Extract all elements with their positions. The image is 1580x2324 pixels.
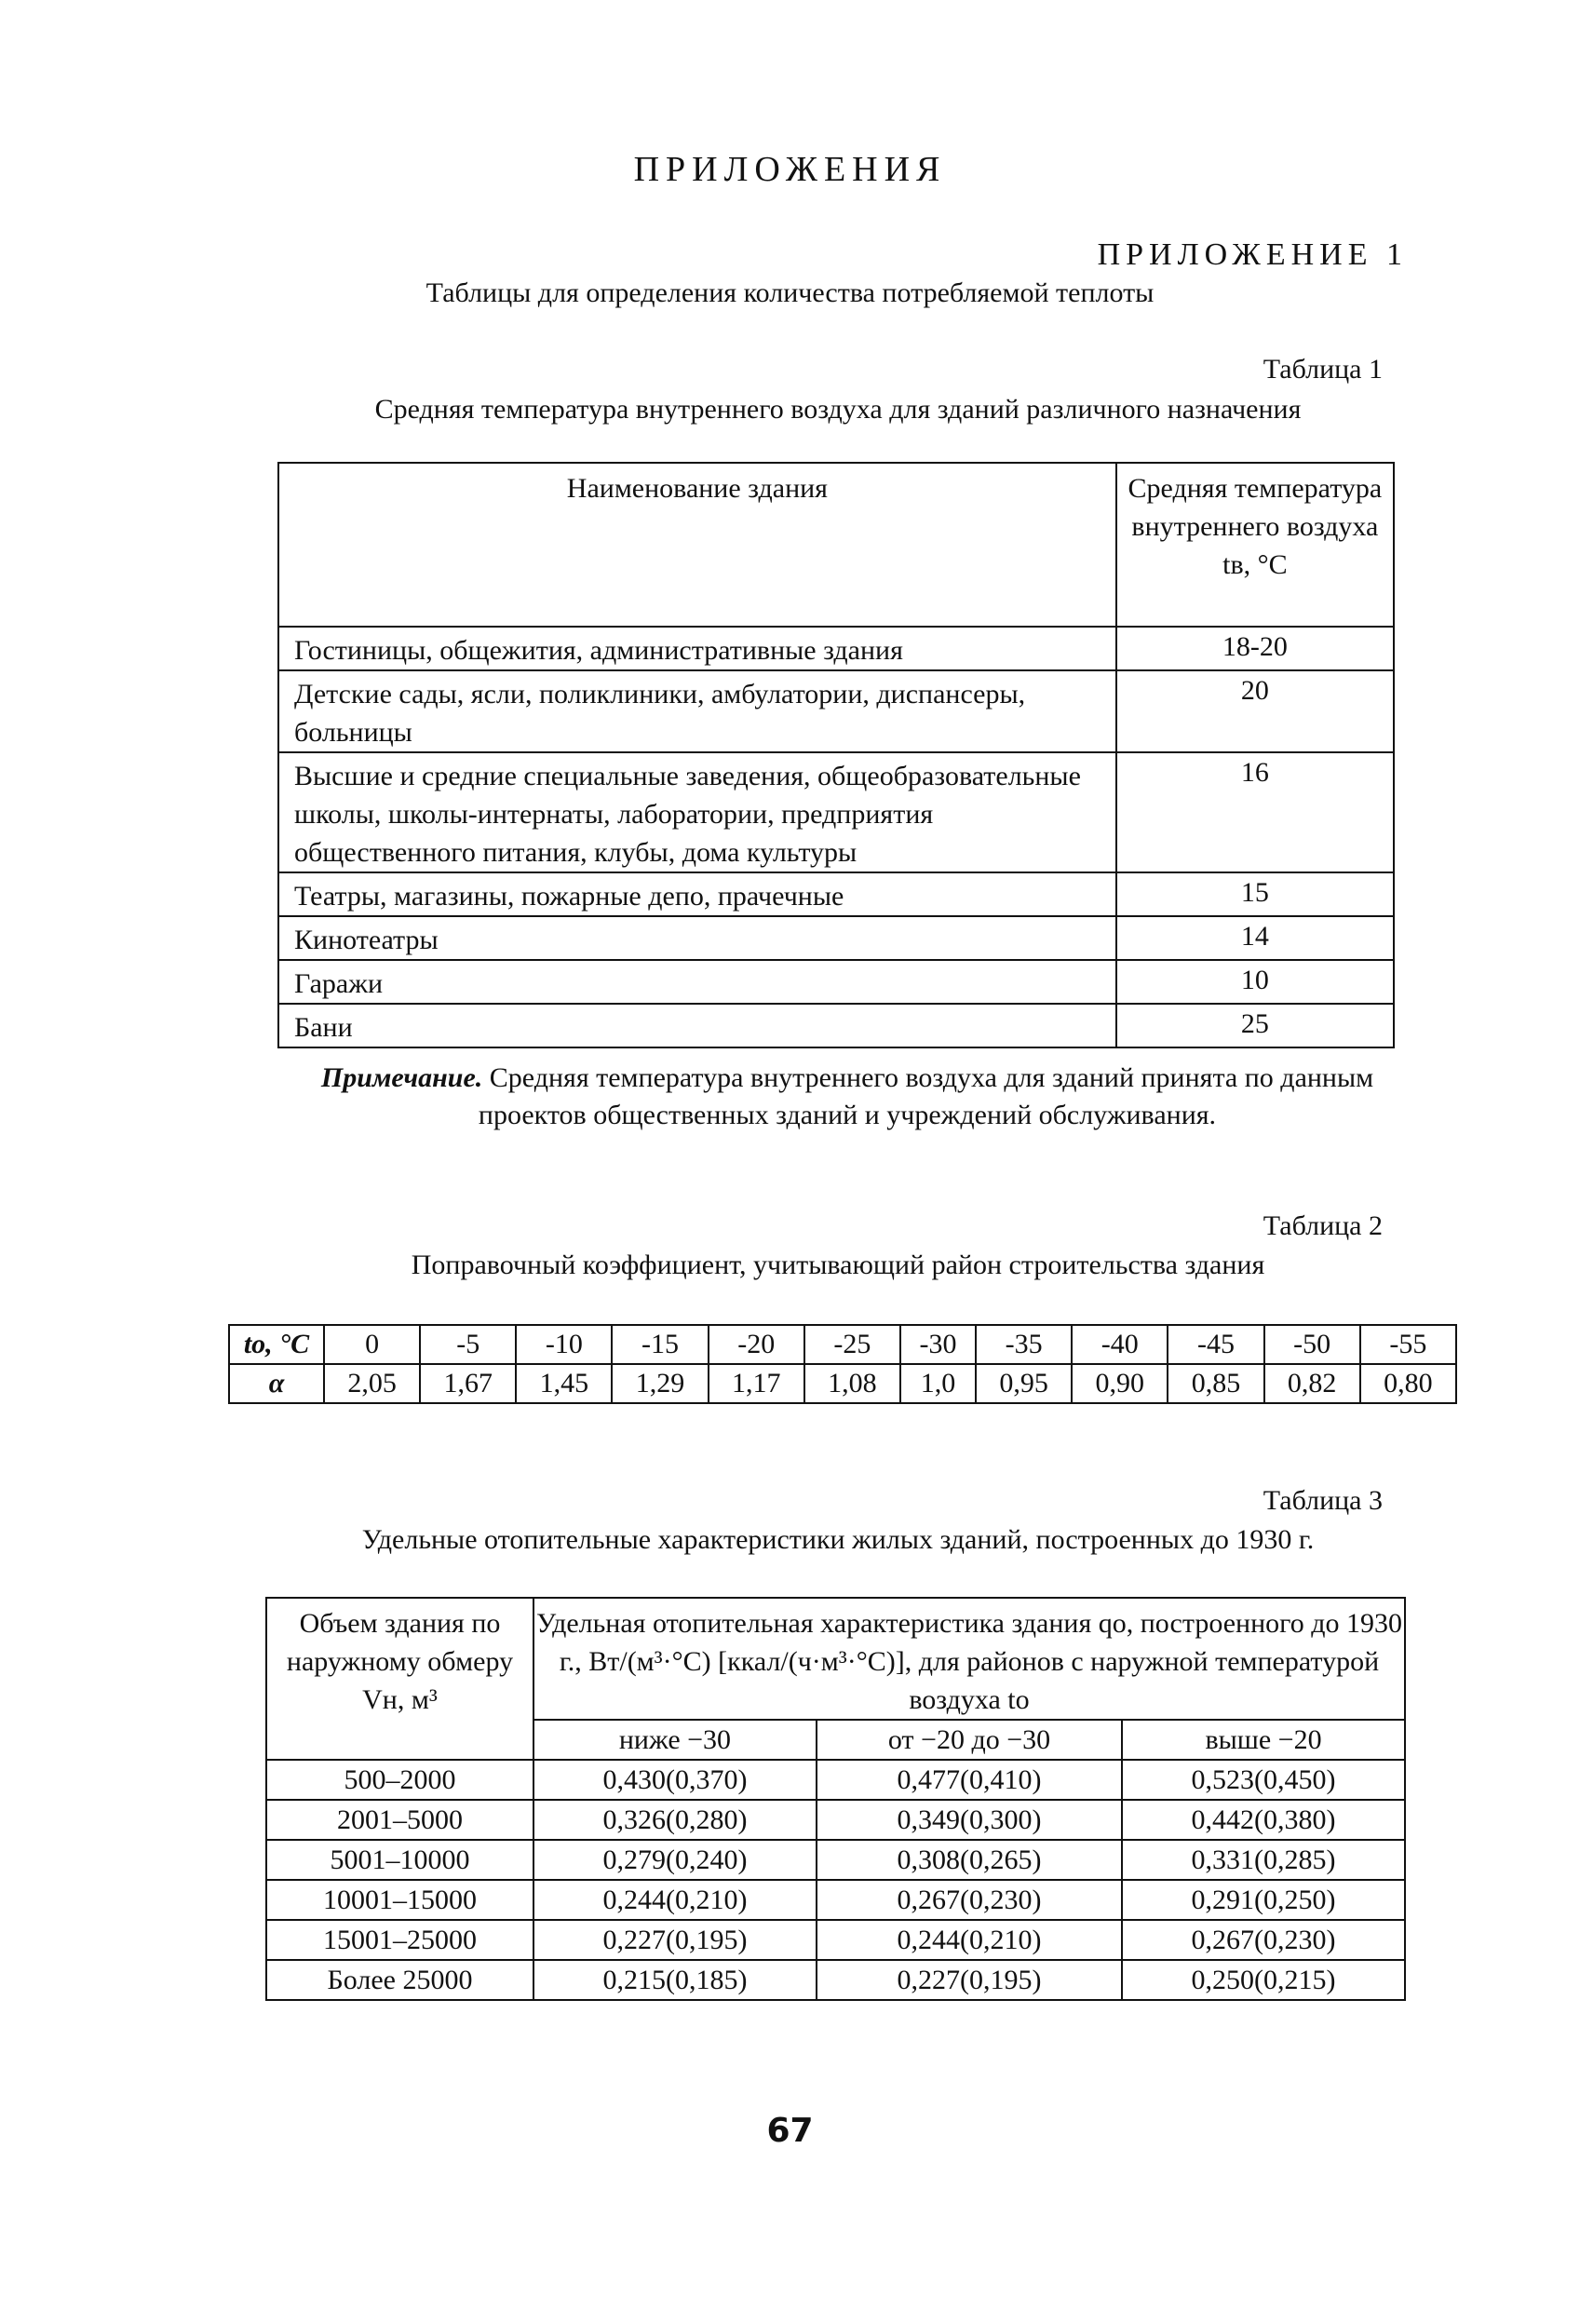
table3-label: Таблица 3 — [1263, 1485, 1383, 1516]
value-cell: 0,215(0,185) — [533, 1960, 817, 2000]
table2 — [228, 1324, 1457, 1404]
temp-cell: -35 — [976, 1325, 1072, 1364]
table-row — [278, 872, 1394, 916]
value-cell: 0,349(0,300) — [817, 1800, 1122, 1840]
table-row — [266, 1880, 1405, 1920]
building-temp: 10 — [1116, 960, 1394, 1004]
col-header-volume: Объем здания по наружному обмеру Vн, м³ — [266, 1598, 533, 1760]
row-header-alpha: α — [229, 1364, 324, 1403]
value-cell: 0,523(0,450) — [1122, 1760, 1405, 1800]
value-cell: 0,308(0,265) — [817, 1840, 1122, 1880]
table-row — [278, 916, 1394, 960]
building-temp: 18-20 — [1116, 627, 1394, 670]
table1-caption: Средняя температура внутреннего воздуха для зданий различного назначения — [374, 394, 1302, 425]
temp-cell: -20 — [709, 1325, 804, 1364]
note-text: Средняя температура внутреннего воздуха для зданий принята по данным проектов общественных зданий и учреждений обслуживания. — [478, 1062, 1374, 1130]
building-name: Гостиницы, общежития, административные здания — [278, 627, 1116, 670]
building-name: Театры, магазины, пожарные депо, прачечные — [278, 872, 1116, 916]
table1-label: Таблица 1 — [1263, 354, 1383, 385]
table-row-temps — [229, 1325, 1456, 1364]
value-cell: 0,331(0,285) — [1122, 1840, 1405, 1880]
row-header-temp: tо, °С — [229, 1325, 324, 1364]
value-cell: 0,227(0,195) — [817, 1960, 1122, 2000]
appendix-title: Таблицы для определения количества потребляемой теплоты — [425, 277, 1155, 308]
value-cell: 0,442(0,380) — [1122, 1800, 1405, 1840]
coef-cell: 1,45 — [516, 1364, 612, 1403]
table2-label: Таблица 2 — [1263, 1210, 1383, 1241]
temp-cell: -25 — [804, 1325, 900, 1364]
coef-cell: 2,05 — [324, 1364, 420, 1403]
page-title: ПРИЛОЖЕНИЯ — [633, 150, 947, 189]
table-row — [266, 1840, 1405, 1880]
volume-cell: 500–2000 — [266, 1760, 533, 1800]
value-cell: 0,227(0,195) — [533, 1920, 817, 1960]
col-header-name: Наименование здания — [278, 463, 1116, 627]
temp-cell: -15 — [612, 1325, 708, 1364]
table-row — [278, 670, 1394, 752]
temp-cell: -40 — [1072, 1325, 1168, 1364]
value-cell: 0,267(0,230) — [817, 1880, 1122, 1920]
volume-cell: 5001–10000 — [266, 1840, 533, 1880]
temp-cell: 0 — [324, 1325, 420, 1364]
coef-cell: 1,67 — [420, 1364, 516, 1403]
subheader-20-to-30: от −20 до −30 — [817, 1720, 1122, 1760]
temp-cell: -50 — [1264, 1325, 1360, 1364]
coef-cell: 0,80 — [1360, 1364, 1456, 1403]
coef-cell: 1,0 — [900, 1364, 976, 1403]
building-temp: 25 — [1116, 1004, 1394, 1047]
col-header-temp: Средняя температура внутреннего воздуха tв, °С — [1116, 463, 1394, 627]
table-row — [278, 1004, 1394, 1047]
table-row — [266, 1760, 1405, 1800]
table-header-row — [266, 1598, 1405, 1720]
building-temp: 15 — [1116, 872, 1394, 916]
building-temp: 20 — [1116, 670, 1394, 752]
table-row — [278, 627, 1394, 670]
coef-cell: 1,29 — [612, 1364, 708, 1403]
building-name: Детские сады, ясли, поликлиники, амбулатории, диспансеры, больницы — [278, 670, 1116, 752]
table-row — [266, 1920, 1405, 1960]
temp-cell: -10 — [516, 1325, 612, 1364]
value-cell: 0,291(0,250) — [1122, 1880, 1405, 1920]
page-number: 67 — [766, 2112, 814, 2150]
building-temp: 14 — [1116, 916, 1394, 960]
building-name: Бани — [278, 1004, 1116, 1047]
temp-cell: -45 — [1168, 1325, 1263, 1364]
value-cell: 0,430(0,370) — [533, 1760, 817, 1800]
table1 — [277, 462, 1395, 1048]
appendix-label: ПРИЛОЖЕНИЕ 1 — [1097, 237, 1408, 272]
table2-caption: Поправочный коэффициент, учитывающий район строительства здания — [411, 1250, 1265, 1280]
table-row-coefs — [229, 1364, 1456, 1403]
table-header-row — [278, 463, 1394, 627]
table1-note — [298, 1060, 1397, 1134]
building-name: Высшие и средние специальные заведения, общеобразовательные школы, школы-интернаты, лаборатории, предприятия общественного питания, клубы, дома культуры — [278, 752, 1116, 872]
note-label: Примечание. — [320, 1062, 483, 1093]
table-row — [278, 752, 1394, 872]
value-cell: 0,267(0,230) — [1122, 1920, 1405, 1960]
coef-cell: 0,85 — [1168, 1364, 1263, 1403]
subheader-below-30: ниже −30 — [533, 1720, 817, 1760]
volume-cell: 15001–25000 — [266, 1920, 533, 1960]
table-row — [278, 960, 1394, 1004]
value-cell: 0,477(0,410) — [817, 1760, 1122, 1800]
table3-caption: Удельные отопительные характеристики жилых зданий, построенных до 1930 г. — [361, 1524, 1315, 1555]
table-row — [266, 1960, 1405, 2000]
building-name: Кинотеатры — [278, 916, 1116, 960]
temp-cell: -55 — [1360, 1325, 1456, 1364]
volume-cell: 2001–5000 — [266, 1800, 533, 1840]
value-cell: 0,250(0,215) — [1122, 1960, 1405, 2000]
coef-cell: 0,90 — [1072, 1364, 1168, 1403]
coef-cell: 1,08 — [804, 1364, 900, 1403]
value-cell: 0,244(0,210) — [817, 1920, 1122, 1960]
building-temp: 16 — [1116, 752, 1394, 872]
volume-cell: Более 25000 — [266, 1960, 533, 2000]
value-cell: 0,326(0,280) — [533, 1800, 817, 1840]
col-header-spec: Удельная отопительная характеристика здания qо, построенного до 1930 г., Вт/(м³·°С) [ккал/(ч·м³·°С)], для районов с наружной температурой воздуха tо — [533, 1598, 1405, 1720]
value-cell: 0,279(0,240) — [533, 1840, 817, 1880]
volume-cell: 10001–15000 — [266, 1880, 533, 1920]
coef-cell: 0,95 — [976, 1364, 1072, 1403]
table3 — [265, 1597, 1406, 2001]
subheader-above-20: выше −20 — [1122, 1720, 1405, 1760]
building-name: Гаражи — [278, 960, 1116, 1004]
value-cell: 0,244(0,210) — [533, 1880, 817, 1920]
temp-cell: -30 — [900, 1325, 976, 1364]
table-row — [266, 1800, 1405, 1840]
coef-cell: 0,82 — [1264, 1364, 1360, 1403]
coef-cell: 1,17 — [709, 1364, 804, 1403]
temp-cell: -5 — [420, 1325, 516, 1364]
